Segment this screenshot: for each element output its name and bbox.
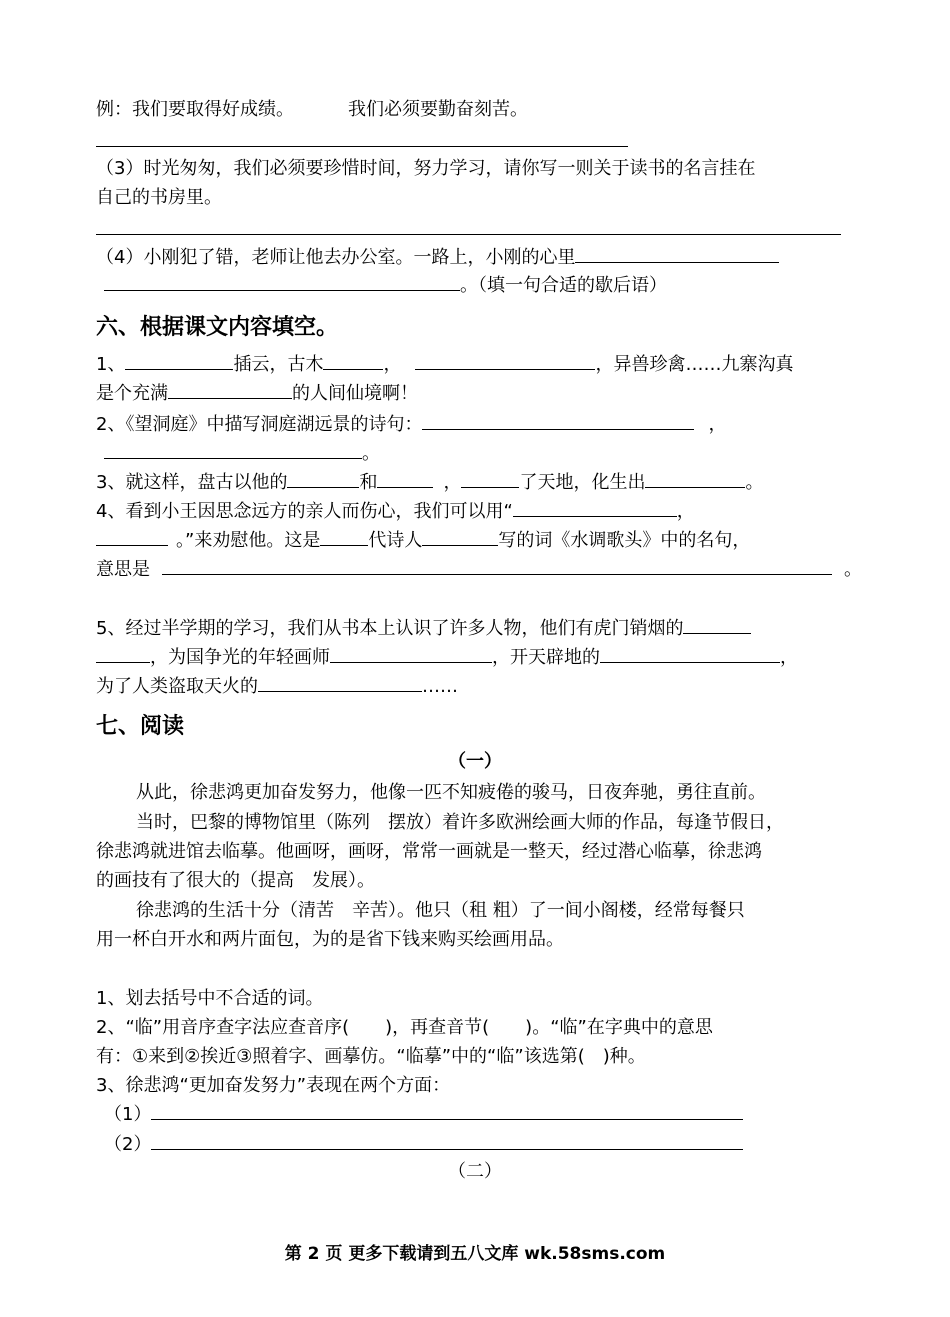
- footer-text: 第: [284, 1244, 308, 1264]
- question-6-2-line1: [96, 413, 726, 436]
- q-text: 写的词《水调歌头》中的名句，: [498, 530, 751, 551]
- section-6-heading: 六、根据课文内容填空。: [96, 315, 339, 340]
- q-text: ，开天辟地的: [492, 647, 600, 668]
- blank[interactable]: [323, 353, 383, 370]
- passage-paragraph: 的画技有了很大的（提高 发展）。: [96, 870, 375, 891]
- question-6-5-line3: [96, 675, 458, 698]
- q-text: 了天地，化生出: [519, 472, 646, 493]
- reading-question-1: 1、划去括号中不合适的词。: [96, 988, 324, 1009]
- q-text: 。: [844, 559, 862, 580]
- q-text: ，: [676, 501, 695, 522]
- q-text: 3、就这样，盘古以他的: [96, 472, 288, 493]
- blank[interactable]: [415, 353, 595, 370]
- passage-paragraph: 徐悲鸿就进馆去临摹。他画呀，画呀，常常一画就是一整天，经过潜心临摹，徐悲鸿: [96, 841, 762, 862]
- blank[interactable]: [600, 646, 780, 663]
- q-text: ，异兽珍禽……九寨沟真: [595, 354, 794, 375]
- answer-item-1: [104, 1103, 743, 1126]
- answer-label: （2）: [104, 1134, 152, 1155]
- blank[interactable]: [168, 382, 292, 399]
- example-sentence-b: 我们必须要勤奋刻苦。: [348, 99, 528, 120]
- question-5-4-text: （4）小刚犯了错，老师让他去办公室。一路上，小刚的心里: [96, 247, 576, 268]
- q-num: 1、: [96, 354, 126, 375]
- passage-1-title: （一）: [448, 751, 502, 772]
- q-text: 的人间仙境啊！: [292, 383, 418, 404]
- blank[interactable]: [513, 500, 677, 517]
- reading-question-2-line1: 2、“临”用音序查字法应查音序( )，再查音节( )。“临”在字典中的意思: [96, 1017, 713, 1038]
- passage-paragraph: 从此，徐悲鸿更加奋发努力，他像一匹不知疲倦的骏马，日夜奔驰，勇往直前。: [136, 782, 766, 803]
- answer-line[interactable]: [96, 234, 841, 235]
- blank[interactable]: [125, 353, 233, 370]
- blank[interactable]: [287, 471, 359, 488]
- reading-question-2-line2: 有：①来到②挨近③照着字、画摹仿。“临摹”中的“临”该选第( )种。: [96, 1046, 646, 1067]
- question-6-2-line2: [96, 442, 380, 465]
- page-number: 2: [307, 1244, 320, 1264]
- q-text: 代诗人: [368, 530, 423, 551]
- blank[interactable]: [461, 471, 519, 488]
- example-line: [96, 99, 528, 121]
- blank[interactable]: [645, 471, 745, 488]
- question-6-4-line2: [96, 529, 750, 552]
- question-5-4-line2: [96, 274, 667, 297]
- q-text: 是个充满: [96, 383, 168, 404]
- q-text: 5、经过半学期的学习，我们从书本上认识了许多人物，他们有虎门销烟的: [96, 618, 684, 639]
- answer-label: （1）: [104, 1104, 152, 1125]
- question-5-4-line1: [96, 246, 779, 269]
- question-6-5-line1: [96, 617, 751, 640]
- blank[interactable]: [151, 1103, 743, 1120]
- footer-text: 页 更多下载请到五八文库 wk.58sms.com: [319, 1244, 666, 1264]
- q-text: 和: [359, 472, 378, 493]
- q-text: 。: [362, 443, 380, 464]
- question-6-3: [96, 471, 763, 494]
- blank[interactable]: [258, 675, 422, 692]
- answer-line[interactable]: [96, 146, 628, 147]
- q-text: ……: [422, 676, 458, 697]
- blank[interactable]: [104, 442, 362, 459]
- passage-2-title: （二）: [448, 1161, 502, 1182]
- q-text: ，: [780, 647, 798, 668]
- section-7-heading: 七、阅读: [96, 714, 185, 739]
- q-text: ，: [708, 414, 727, 435]
- q-text: ，: [383, 354, 402, 375]
- q-text: ，为国争光的年轻画师: [150, 647, 330, 668]
- q-text: 插云，古木: [233, 354, 324, 375]
- reading-question-3: 3、徐悲鸿“更加奋发努力”表现在两个方面：: [96, 1075, 451, 1096]
- question-6-5-line2: [96, 646, 798, 669]
- q-text: 。”来劝慰他。这是: [176, 530, 321, 551]
- blank[interactable]: [320, 529, 368, 546]
- blank[interactable]: [422, 413, 694, 430]
- blank[interactable]: [151, 1133, 743, 1150]
- passage-paragraph: 当时，巴黎的博物馆里（陈列 摆放）着许多欧洲绘画大师的作品，每逢节假日，: [136, 812, 784, 833]
- passage-paragraph: 用一杯白开水和两片面包，为的是省下钱来购买绘画用品。: [96, 929, 564, 950]
- q-text: 意思是: [96, 559, 150, 580]
- blank[interactable]: [96, 529, 168, 546]
- q-text: 为了人类盗取天火的: [96, 676, 258, 697]
- blank[interactable]: [96, 646, 150, 663]
- question-6-1-line1: [96, 353, 793, 376]
- blank[interactable]: [162, 558, 832, 575]
- answer-item-2: [104, 1133, 743, 1156]
- blank[interactable]: [377, 471, 433, 488]
- page-footer: [0, 1243, 950, 1265]
- question-6-1-line2: [96, 382, 418, 405]
- q-text: 。: [745, 472, 764, 493]
- q-text: 2、《望洞庭》中描写洞庭湖远景的诗句：: [96, 414, 423, 435]
- blank[interactable]: [575, 246, 779, 263]
- question-5-3-line2: 自己的书房里。: [96, 187, 222, 208]
- q-text: ，: [443, 472, 462, 493]
- question-5-3-line1: （3）时光匆匆，我们必须要珍惜时间，努力学习，请你写一则关于读书的名言挂在: [96, 158, 756, 179]
- q-text: 4、看到小王因思念远方的亲人而伤心，我们可以用“: [96, 501, 513, 522]
- blank[interactable]: [683, 617, 751, 634]
- blank[interactable]: [330, 646, 492, 663]
- blank[interactable]: [104, 274, 460, 291]
- passage-paragraph: 徐悲鸿的生活十分（清苦 辛苦）。他只（租 粗）了一间小阁楼，经常每餐只: [136, 900, 745, 921]
- question-6-4-line1: [96, 500, 695, 523]
- example-sentence-a: 例：我们要取得好成绩。: [96, 99, 294, 120]
- question-6-4-line3: [96, 558, 862, 581]
- blank[interactable]: [422, 529, 498, 546]
- question-5-4-hint: 。（填一句合适的歇后语）: [460, 275, 667, 296]
